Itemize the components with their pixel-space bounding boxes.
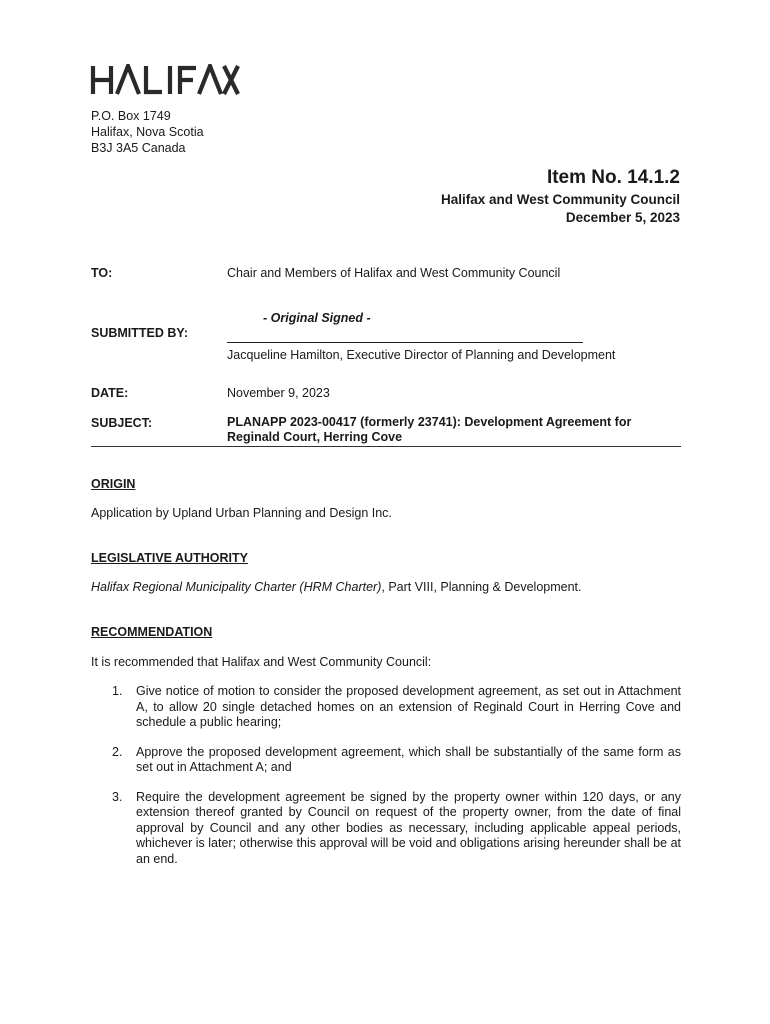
halifax-logo (90, 64, 240, 96)
item-header (441, 166, 680, 226)
address-line: Halifax, Nova Scotia (91, 125, 204, 139)
item-number: Item No. 14.1.2 (546, 167, 680, 188)
council-name: Halifax and West Community Council (440, 192, 680, 207)
meeting-date: December 5, 2023 (565, 210, 680, 225)
recommendation-heading: RECOMMENDATION (91, 625, 213, 639)
signature-line (227, 342, 583, 343)
to-label: TO: (91, 266, 113, 280)
recommendation-text: Require the development agreement be signed by the property owner within 120 days, or any extension thereof granted by Council on request of the property owner, from the date of final approval by Council and any other bodies as necessary, including applicable appeal periods, whichever is later; otherwise this approval will be void and obligations arising hereunder shall be at an end. (136, 789, 681, 866)
original-signed-note: - Original Signed - (263, 311, 371, 325)
recommendation-list (91, 684, 681, 881)
submitted-by-value: Jacqueline Hamilton, Executive Director of Planning and Development (227, 348, 616, 362)
origin-heading: ORIGIN (91, 477, 136, 491)
subject-label: SUBJECT: (91, 416, 153, 430)
address-line: B3J 3A5 Canada (91, 141, 186, 155)
recommendation-item (91, 745, 681, 776)
recommendation-item (91, 790, 681, 868)
charter-part: , Part VIII, Planning & Development. (381, 580, 582, 594)
recommendation-text: Approve the proposed development agreement, which shall be substantially of the same form as set out in Attachment A; and (136, 744, 681, 774)
recommendation-item (91, 684, 681, 731)
subject-line: Reginald Court, Herring Cove (227, 430, 403, 444)
item-number-marker: 2. (112, 744, 123, 759)
origin-text: Application by Upland Urban Planning and Design Inc. (91, 506, 392, 520)
item-number-marker: 1. (112, 684, 123, 698)
to-value: Chair and Members of Halifax and West Community Council (227, 266, 561, 280)
address-line: P.O. Box 1749 (91, 109, 171, 123)
charter-title: Halifax Regional Municipality Charter (HRM Charter) (91, 580, 382, 594)
subject-value (227, 415, 667, 445)
recommendation-intro: It is recommended that Halifax and West Community Council: (91, 655, 432, 669)
header-divider (91, 446, 681, 447)
subject-line: PLANAPP 2023-00417 (formerly 23741): Development Agreement for (227, 415, 632, 429)
legislative-authority-text (91, 580, 681, 594)
item-number-marker: 3. (112, 789, 123, 804)
mailing-address (91, 108, 204, 156)
date-value: November 9, 2023 (227, 386, 330, 400)
date-label: DATE: (91, 386, 129, 400)
submitted-by-label: SUBMITTED BY: (91, 326, 188, 340)
recommendation-text: Give notice of motion to consider the proposed development agreement, as set out in Attachment A, to allow 20 single detached homes on an extension of Reginald Court in Herring Cove and schedule a public hearing; (136, 684, 681, 729)
legislative-authority-heading: LEGISLATIVE AUTHORITY (91, 551, 248, 565)
